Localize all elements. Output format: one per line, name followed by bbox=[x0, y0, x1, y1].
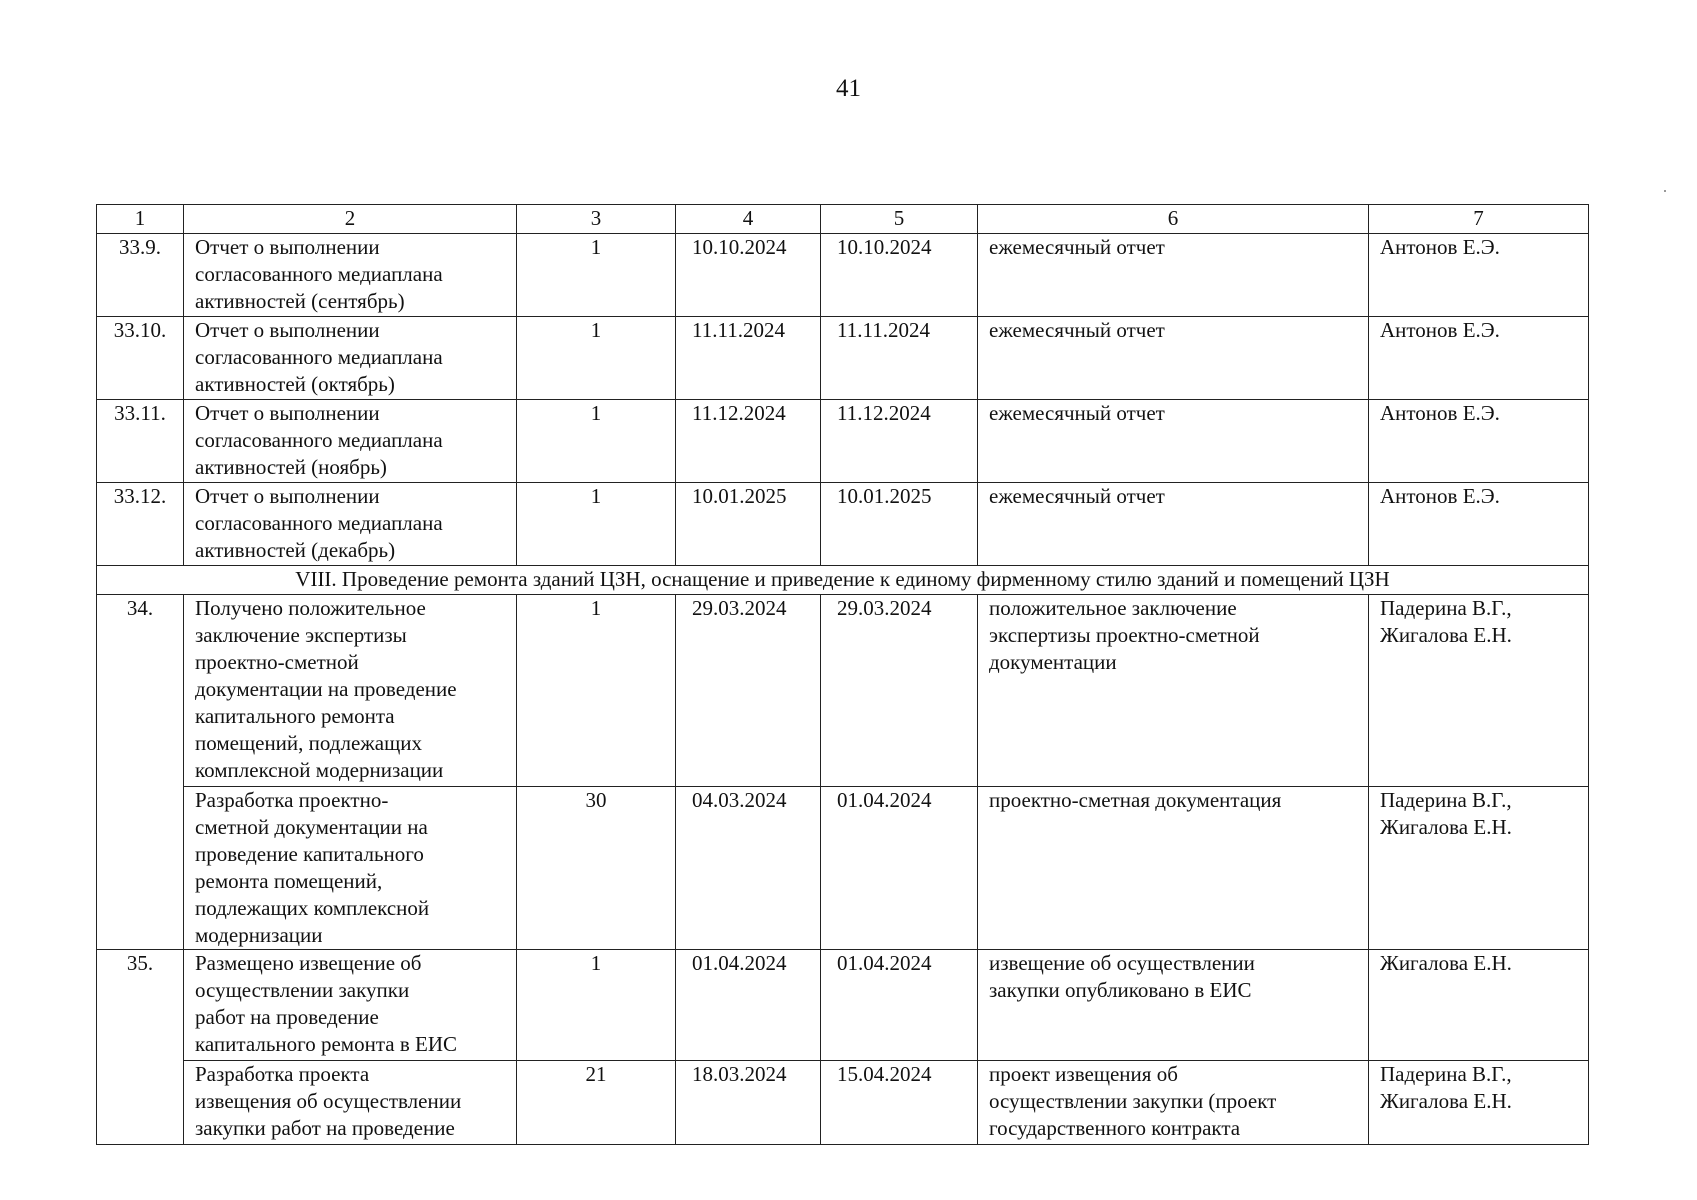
event-line: согласованного медиаплана bbox=[195, 428, 443, 452]
responsible bbox=[1369, 400, 1589, 483]
event-line: проектно-сметной bbox=[195, 650, 359, 674]
scan-dot bbox=[1664, 190, 1666, 192]
result bbox=[978, 595, 1369, 787]
duration-days: 1 bbox=[517, 234, 676, 317]
result bbox=[978, 234, 1369, 317]
end-date: 11.11.2024 bbox=[821, 317, 978, 400]
table-row-34-subtask bbox=[97, 787, 1589, 950]
start-date: 10.01.2025 bbox=[676, 483, 821, 566]
responsible bbox=[1369, 950, 1589, 1061]
result bbox=[978, 483, 1369, 566]
start-date: 11.12.2024 bbox=[676, 400, 821, 483]
column-number-7: 7 bbox=[1369, 205, 1589, 234]
result-line: извещение об осуществлении bbox=[989, 951, 1255, 975]
table-row-33-12 bbox=[97, 483, 1589, 566]
result bbox=[978, 787, 1369, 950]
page-number: 41 bbox=[836, 75, 861, 102]
responsible-line: Жигалова Е.Н. bbox=[1380, 951, 1512, 975]
event-line: модернизации bbox=[195, 923, 323, 947]
event-line: комплексной модернизации bbox=[195, 758, 444, 782]
event-line: Отчет о выполнении bbox=[195, 235, 380, 259]
duration-days: 1 bbox=[517, 400, 676, 483]
event-line: извещения об осуществлении bbox=[195, 1089, 462, 1113]
end-date: 01.04.2024 bbox=[821, 950, 978, 1061]
column-number-1: 1 bbox=[97, 205, 184, 234]
start-date: 10.10.2024 bbox=[676, 234, 821, 317]
event-line: согласованного медиаплана bbox=[195, 262, 443, 286]
responsible-line: Антонов Е.Э. bbox=[1380, 484, 1500, 508]
responsible bbox=[1369, 595, 1589, 787]
section-heading: VIII. Проведение ремонта зданий ЦЗН, оснащение и приведение к единому фирменному стилю зданий и помещений ЦЗН bbox=[97, 566, 1589, 595]
event-name bbox=[184, 950, 517, 1061]
event-line: капитального ремонта bbox=[195, 704, 395, 728]
duration-days: 1 bbox=[517, 317, 676, 400]
responsible bbox=[1369, 234, 1589, 317]
event-line: активностей (октябрь) bbox=[195, 372, 395, 396]
event-name bbox=[184, 787, 517, 950]
start-date: 01.04.2024 bbox=[676, 950, 821, 1061]
table-row-35 bbox=[97, 950, 1589, 1061]
event-name bbox=[184, 317, 517, 400]
column-number-row bbox=[97, 205, 1589, 234]
item-number: 33.11. bbox=[97, 400, 184, 483]
column-number-5: 5 bbox=[821, 205, 978, 234]
event-line: Отчет о выполнении bbox=[195, 318, 380, 342]
item-number: 35. bbox=[97, 950, 184, 1145]
responsible-line: Антонов Е.Э. bbox=[1380, 401, 1500, 425]
table-row-35-subtask bbox=[97, 1061, 1589, 1145]
end-date: 11.12.2024 bbox=[821, 400, 978, 483]
event-line: работ на проведение bbox=[195, 1005, 379, 1029]
start-date: 11.11.2024 bbox=[676, 317, 821, 400]
responsible bbox=[1369, 1061, 1589, 1145]
result-line: экспертизы проектно-сметной bbox=[989, 623, 1260, 647]
result bbox=[978, 400, 1369, 483]
event-name bbox=[184, 400, 517, 483]
end-date: 29.03.2024 bbox=[821, 595, 978, 787]
duration-days: 1 bbox=[517, 483, 676, 566]
responsible-line: Жигалова Е.Н. bbox=[1380, 623, 1512, 647]
duration-days: 1 bbox=[517, 950, 676, 1061]
event-line: согласованного медиаплана bbox=[195, 511, 443, 535]
responsible-line: Падерина В.Г., bbox=[1380, 596, 1512, 620]
responsible-line: Антонов Е.Э. bbox=[1380, 235, 1500, 259]
responsible-line: Антонов Е.Э. bbox=[1380, 318, 1500, 342]
responsible bbox=[1369, 483, 1589, 566]
table-row-33-10 bbox=[97, 317, 1589, 400]
result-line: ежемесячный отчет bbox=[989, 318, 1165, 342]
event-line: Разработка проектно- bbox=[195, 788, 389, 812]
end-date: 15.04.2024 bbox=[821, 1061, 978, 1145]
event-line: осуществлении закупки bbox=[195, 978, 410, 1002]
result-line: ежемесячный отчет bbox=[989, 484, 1165, 508]
section-heading-row bbox=[97, 566, 1589, 595]
event-line: активностей (декабрь) bbox=[195, 538, 396, 562]
event-line: Получено положительное bbox=[195, 596, 426, 620]
end-date: 01.04.2024 bbox=[821, 787, 978, 950]
event-line: помещений, подлежащих bbox=[195, 731, 423, 755]
item-number: 33.12. bbox=[97, 483, 184, 566]
event-line: капитального ремонта в ЕИС bbox=[195, 1032, 457, 1056]
result-line: документации bbox=[989, 650, 1117, 674]
column-number-6: 6 bbox=[978, 205, 1369, 234]
event-name bbox=[184, 595, 517, 787]
result bbox=[978, 317, 1369, 400]
result bbox=[978, 1061, 1369, 1145]
column-number-2: 2 bbox=[184, 205, 517, 234]
duration-days: 21 bbox=[517, 1061, 676, 1145]
event-line: Размещено извещение об bbox=[195, 951, 422, 975]
event-line: заключение экспертизы bbox=[195, 623, 407, 647]
event-name bbox=[184, 483, 517, 566]
plan-table bbox=[96, 204, 1589, 1145]
result-line: положительное заключение bbox=[989, 596, 1237, 620]
event-line: документации на проведение bbox=[195, 677, 457, 701]
responsible-line: Жигалова Е.Н. bbox=[1380, 815, 1512, 839]
event-line: Отчет о выполнении bbox=[195, 484, 380, 508]
table-row-33-9 bbox=[97, 234, 1589, 317]
result-line: проектно-сметная документация bbox=[989, 788, 1282, 812]
result-line: закупки опубликовано в ЕИС bbox=[989, 978, 1252, 1002]
event-line: активностей (ноябрь) bbox=[195, 455, 387, 479]
item-number: 33.10. bbox=[97, 317, 184, 400]
table-row-34 bbox=[97, 595, 1589, 787]
item-number: 33.9. bbox=[97, 234, 184, 317]
event-line: активностей (сентябрь) bbox=[195, 289, 405, 313]
responsible-line: Падерина В.Г., bbox=[1380, 1062, 1512, 1086]
event-name bbox=[184, 234, 517, 317]
duration-days: 1 bbox=[517, 595, 676, 787]
result-line: проект извещения об bbox=[989, 1062, 1178, 1086]
responsible bbox=[1369, 317, 1589, 400]
event-line: Отчет о выполнении bbox=[195, 401, 380, 425]
start-date: 04.03.2024 bbox=[676, 787, 821, 950]
responsible-line: Жигалова Е.Н. bbox=[1380, 1089, 1512, 1113]
table-row-33-11 bbox=[97, 400, 1589, 483]
event-name bbox=[184, 1061, 517, 1145]
responsible-line: Падерина В.Г., bbox=[1380, 788, 1512, 812]
column-number-4: 4 bbox=[676, 205, 821, 234]
event-line: закупки работ на проведение bbox=[195, 1116, 455, 1140]
event-line: подлежащих комплексной bbox=[195, 896, 430, 920]
duration-days: 30 bbox=[517, 787, 676, 950]
start-date: 18.03.2024 bbox=[676, 1061, 821, 1145]
responsible bbox=[1369, 787, 1589, 950]
result bbox=[978, 950, 1369, 1061]
item-number: 34. bbox=[97, 595, 184, 950]
event-line: проведение капитального bbox=[195, 842, 424, 866]
event-line: сметной документации на bbox=[195, 815, 428, 839]
event-line: Разработка проекта bbox=[195, 1062, 370, 1086]
end-date: 10.10.2024 bbox=[821, 234, 978, 317]
result-line: ежемесячный отчет bbox=[989, 235, 1165, 259]
result-line: государственного контракта bbox=[989, 1116, 1241, 1140]
column-number-3: 3 bbox=[517, 205, 676, 234]
event-line: ремонта помещений, bbox=[195, 869, 383, 893]
event-line: согласованного медиаплана bbox=[195, 345, 443, 369]
start-date: 29.03.2024 bbox=[676, 595, 821, 787]
result-line: ежемесячный отчет bbox=[989, 401, 1165, 425]
result-line: осуществлении закупки (проект bbox=[989, 1089, 1277, 1113]
end-date: 10.01.2025 bbox=[821, 483, 978, 566]
